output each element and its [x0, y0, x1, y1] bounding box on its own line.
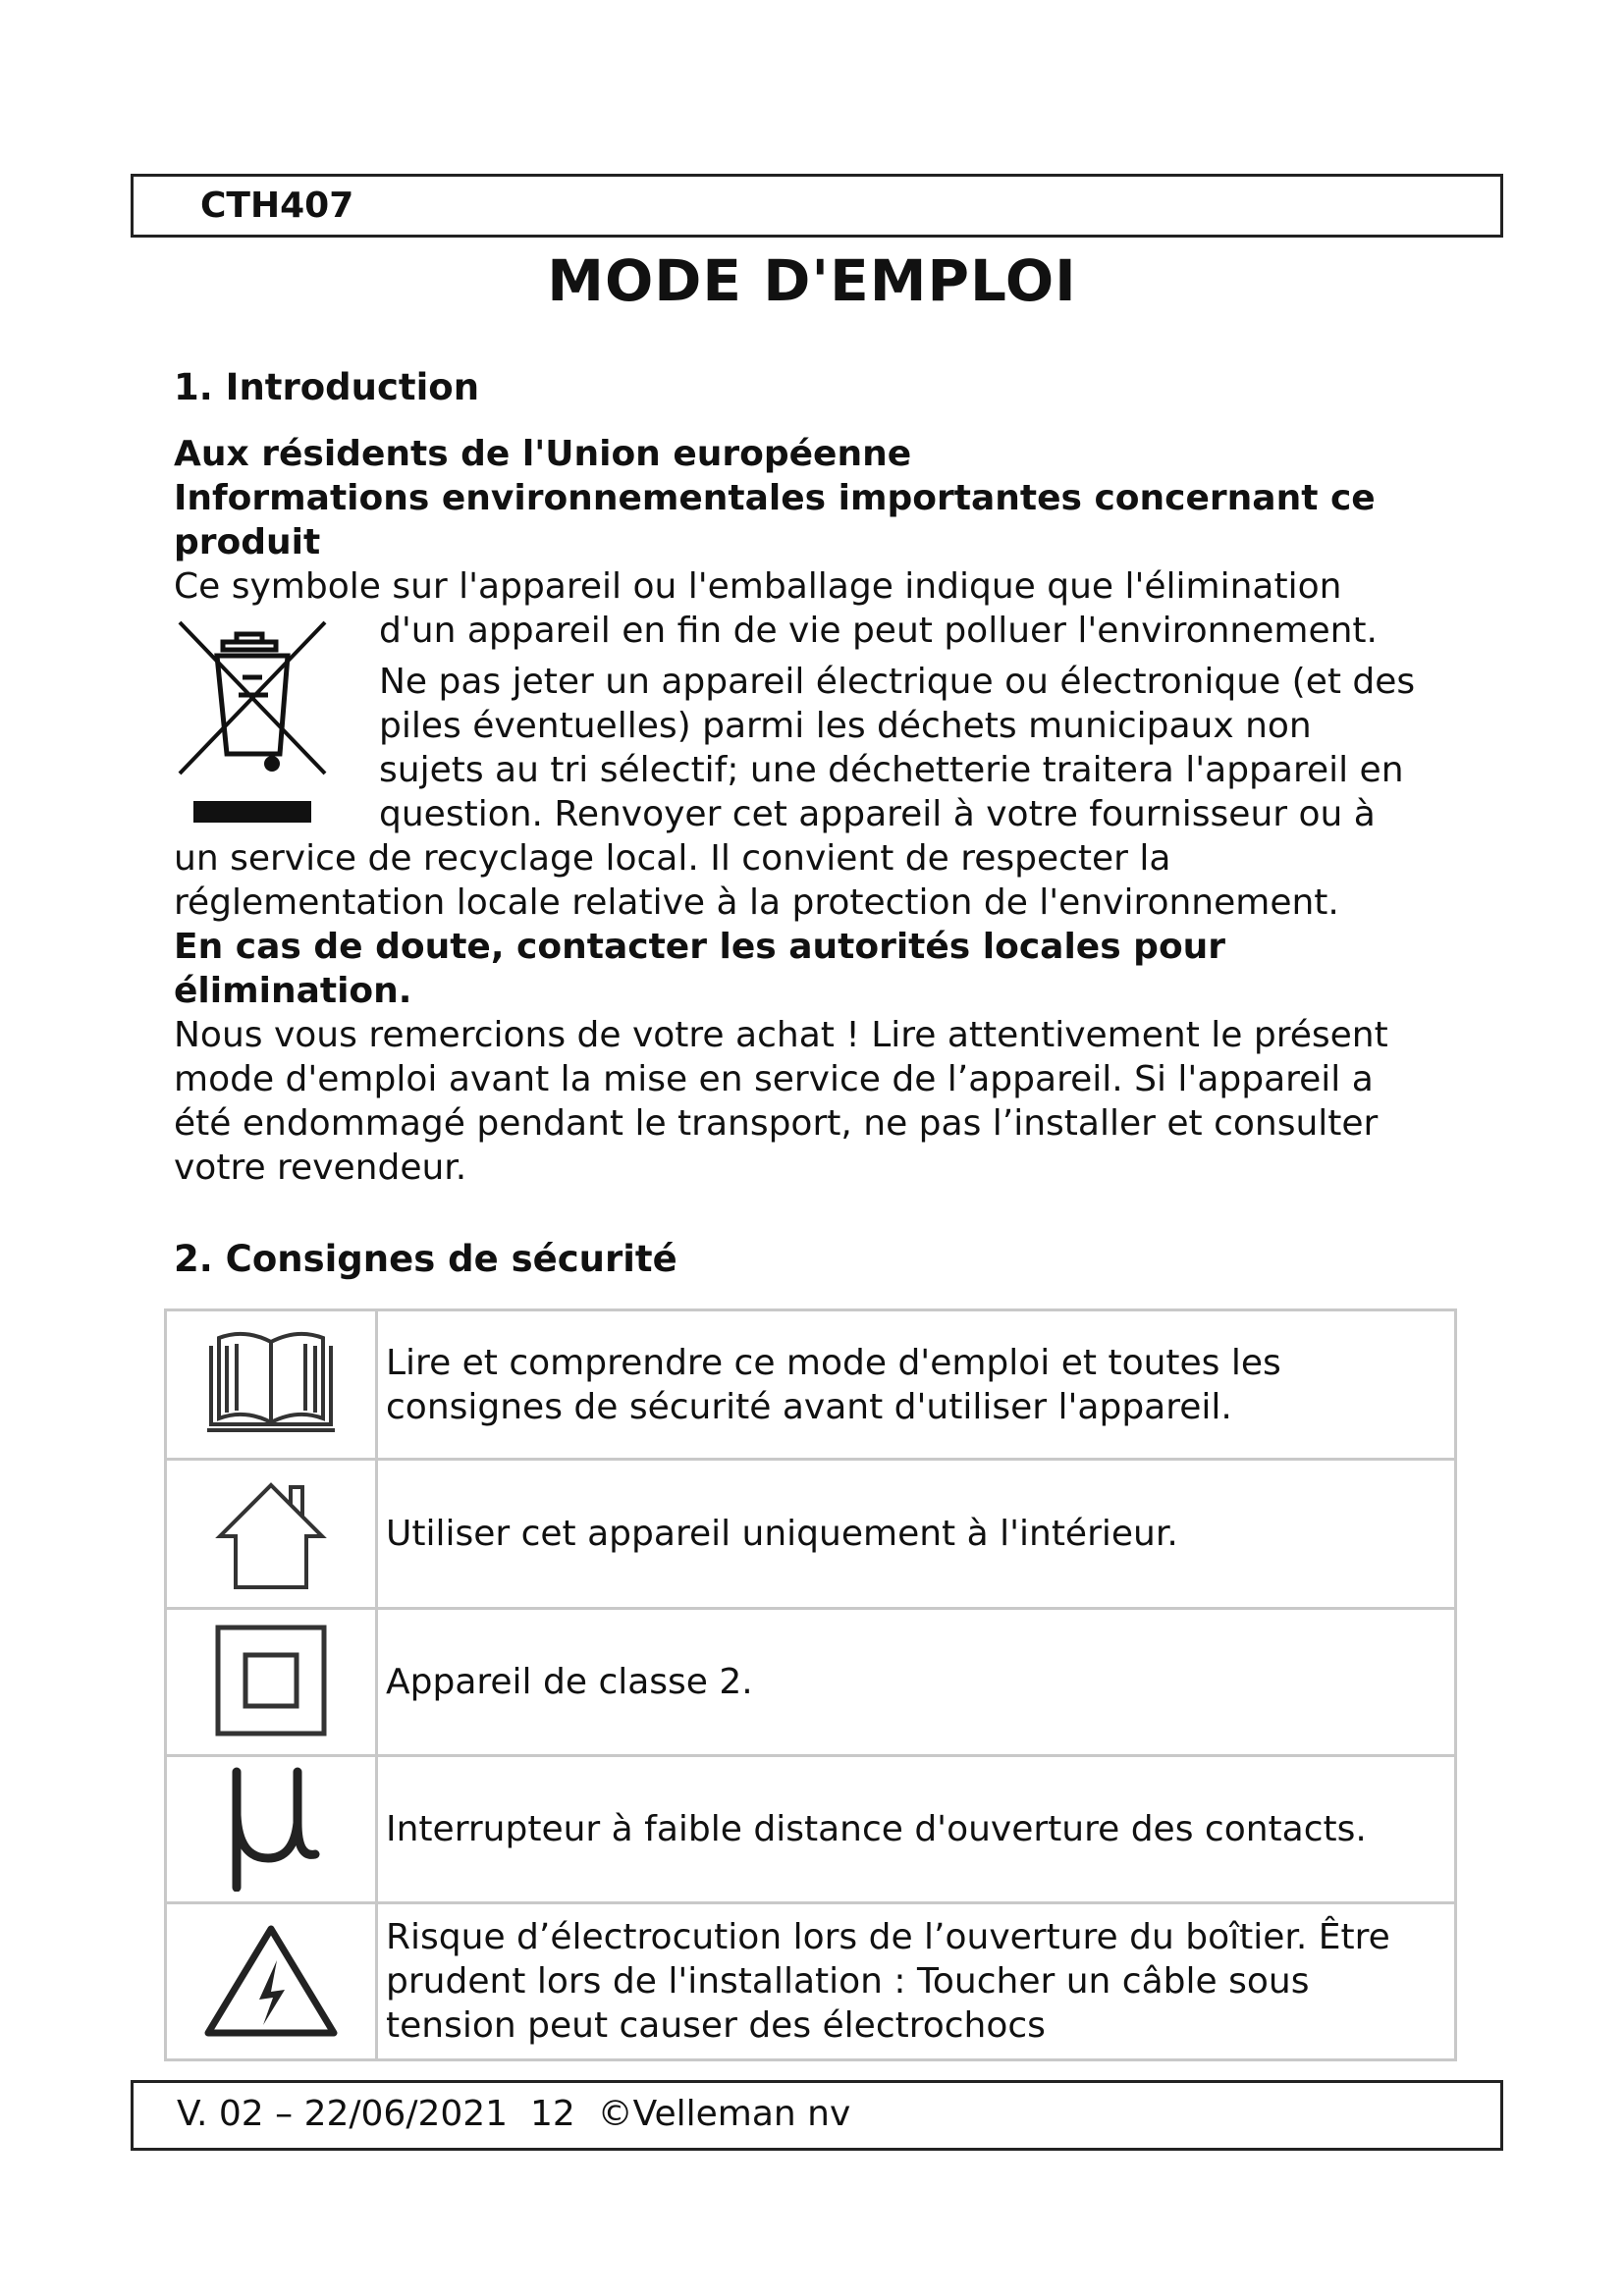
indoor-house-icon: [212, 1473, 330, 1591]
safety-text-line: tension peut causer des électrochocs: [386, 2005, 1046, 2046]
footer-version: V. 02 – 22/06/2021: [177, 2094, 509, 2134]
table-row: [166, 1460, 1456, 1609]
page-title: MODE D'EMPLOI: [547, 247, 1077, 314]
micro-switch-icon: [217, 1764, 325, 1892]
icon-cell: [166, 1310, 377, 1460]
intro-line: piles éventuelles) parmi les déchets municipaux non: [379, 706, 1312, 746]
header-box: [131, 174, 1503, 238]
footer-page-number: 12: [529, 2094, 575, 2134]
section-2-heading: 2. Consignes de sécurité: [174, 1238, 677, 1280]
text-cell: [377, 1460, 1456, 1609]
intro-line: sujets au tri sélectif; une déchetterie traitera l'appareil en: [379, 750, 1404, 790]
safety-text-line: Utiliser cet appareil uniquement à l'intérieur.: [386, 1514, 1178, 1554]
footer-copyright: ©Velleman nv: [597, 2094, 851, 2134]
doubt-line-2: élimination.: [174, 971, 412, 1011]
table-row: [166, 1310, 1456, 1460]
safety-table: [164, 1308, 1457, 2061]
model-number: CTH407: [200, 186, 354, 226]
icon-cell: [166, 1756, 377, 1903]
intro-line: d'un appareil en fin de vie peut polluer l'environnement.: [379, 611, 1378, 651]
table-row: [166, 1903, 1456, 2060]
text-cell: [377, 1310, 1456, 1460]
intro-line: Ce symbole sur l'appareil ou l'emballage indique que l'élimination: [174, 566, 1342, 607]
text-cell: [377, 1756, 1456, 1903]
text-cell: [377, 1609, 1456, 1756]
footer-box: [131, 2080, 1503, 2151]
thanks-line: Nous vous remercions de votre achat ! Lire attentivement le présent: [174, 1015, 1388, 1055]
thanks-line: mode d'emploi avant la mise en service de l’appareil. Si l'appareil a: [174, 1059, 1374, 1099]
footer-text: [177, 2094, 850, 2134]
electric-shock-warning-icon: [202, 1921, 340, 2039]
env-heading-line-1: Informations environnementales importantes concernant ce: [174, 478, 1376, 518]
thanks-line: votre revendeur.: [174, 1148, 467, 1188]
intro-line: un service de recyclage local. Il convient de respecter la: [174, 838, 1171, 879]
safety-text-line: prudent lors de l'installation : Toucher un câble sous: [386, 1961, 1310, 2002]
eu-heading: Aux résidents de l'Union européenne: [174, 434, 912, 474]
safety-text-line: Risque d’électrocution lors de l’ouverture du boîtier. Être: [386, 1917, 1390, 1957]
icon-cell: [166, 1460, 377, 1609]
table-row: [166, 1609, 1456, 1756]
table-row: [166, 1756, 1456, 1903]
intro-line: question. Renvoyer cet appareil à votre fournisseur ou à: [379, 794, 1376, 834]
class-2-icon: [212, 1622, 330, 1739]
text-cell: [377, 1903, 1456, 2060]
intro-line: réglementation locale relative à la protection de l'environnement.: [174, 882, 1339, 923]
intro-line: Ne pas jeter un appareil électrique ou électronique (et des: [379, 662, 1416, 702]
safety-text-line: Lire et comprendre ce mode d'emploi et toutes les: [386, 1342, 1281, 1383]
weee-crossed-bin-icon: [174, 616, 341, 832]
env-heading-line-2: produit: [174, 522, 321, 562]
safety-text-line: consignes de sécurité avant d'utiliser l'appareil.: [386, 1386, 1232, 1427]
icon-cell: [166, 1609, 377, 1756]
doubt-line-1: En cas de doute, contacter les autorités locales pour: [174, 927, 1226, 967]
safety-text-line: Appareil de classe 2.: [386, 1662, 753, 1702]
thanks-line: été endommagé pendant le transport, ne pas l’installer et consulter: [174, 1103, 1379, 1144]
section-1-heading: 1. Introduction: [174, 366, 480, 408]
safety-text-line: Interrupteur à faible distance d'ouverture des contacts.: [386, 1809, 1367, 1849]
manual-book-icon: [197, 1324, 345, 1442]
icon-cell: [166, 1903, 377, 2060]
